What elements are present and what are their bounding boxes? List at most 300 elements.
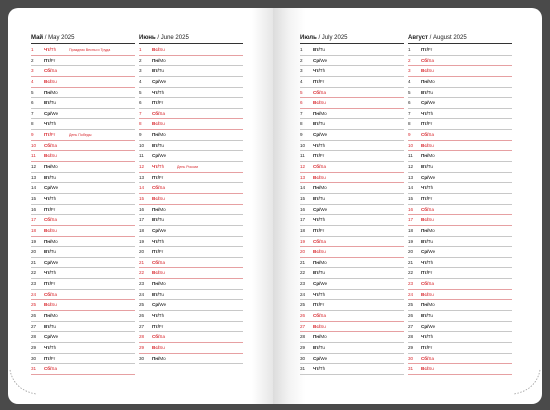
day-number: 28 [408,334,414,340]
holiday-note: День России [177,165,199,170]
day-row [408,77,512,88]
day-number: 20 [31,249,37,255]
day-number: 8 [300,121,303,127]
day-row [300,343,404,354]
weekday-ru: Ср [421,100,428,106]
weekday-en: Su [320,174,326,180]
month-column-august [408,34,512,375]
day-number: 25 [31,302,37,308]
weekday-ru: Чт [421,334,427,340]
day-number: 7 [408,110,411,116]
day-row [31,343,135,354]
weekday-en: Mo [320,259,327,265]
weekday-en: Mo [51,313,58,319]
day-row [300,173,404,184]
weekday-en: Th [319,291,326,297]
day-row [300,226,404,237]
day-number: 29 [408,344,414,350]
weekday-ru: Ср [421,174,428,180]
weekday-ru: Вс [152,195,158,201]
weekday-ru: Вт [313,195,319,201]
weekday: Вт/Tu [313,344,325,350]
weekday-ru: Пт [152,323,158,329]
weekday: Пн/Mo [421,227,435,233]
day-row [139,66,243,77]
day-number: 13 [139,174,145,180]
weekday-ru: Сб [313,238,320,244]
day-row [139,173,243,184]
weekday: Ср/We [152,78,167,84]
weekday: Пн/Mo [152,132,166,138]
weekday: Пн/Mo [152,281,166,287]
weekday-en: Fr [427,344,433,350]
day-number: 20 [300,249,306,255]
weekday: Ср/We [313,132,328,138]
day-number: 16 [408,206,414,212]
day-number: 17 [408,217,414,223]
weekday-ru: Пт [152,174,158,180]
weekday-ru: Пн [44,238,51,244]
weekday-en: We [51,185,59,191]
day-row [300,279,404,290]
day-number: 19 [31,238,37,244]
day-number: 10 [300,142,306,148]
day-number: 14 [300,185,306,191]
weekday: Вт/Tu [313,47,325,52]
weekday-en: Mo [159,281,166,287]
weekday-en: Su [51,227,57,233]
weekday: Сб/Sa [152,185,166,191]
weekday: Вс/Su [152,47,165,52]
day-number: 6 [139,100,142,106]
weekday: Вт/Tu [152,291,164,297]
day-number: 2 [300,57,303,63]
day-row [408,130,512,141]
day-row [31,162,135,173]
weekday-en: Fr [427,47,433,52]
day-number: 24 [139,291,145,297]
day-number: 7 [300,110,303,116]
weekday-ru: Ср [421,323,428,329]
day-row [300,56,404,67]
month-title-en: / August 2025 [429,35,467,41]
day-number: 1 [139,47,142,52]
weekday: Пт/Fr [421,270,433,276]
day-number: 2 [139,57,142,63]
day-row [300,66,404,77]
weekday-en: We [320,57,328,63]
weekday-ru: Ср [313,206,320,212]
weekday: Чт/Th [421,110,434,116]
weekday: Вт/Tu [152,142,164,148]
day-number: 26 [139,313,145,319]
day-row [31,66,135,77]
weekday-ru: Вс [44,153,50,159]
day-number: 1 [408,47,411,52]
day-row [31,247,135,258]
day-number: 23 [300,281,306,287]
weekday-ru: Вт [44,249,50,255]
day-number: 21 [139,259,145,265]
weekday-en: Mo [320,185,327,191]
day-number: 12 [408,164,414,170]
day-number: 27 [139,323,145,329]
day-row [31,205,135,216]
day-number: 13 [31,174,37,180]
day-row [139,279,243,290]
weekday-en: Th [158,164,165,170]
day-number: 26 [31,313,37,319]
weekday-en: Tu [319,270,325,276]
day-row [31,56,135,67]
left-page [8,8,273,404]
day-row [31,119,135,130]
weekday-en: Sa [51,68,58,74]
day-list [31,45,135,375]
day-row [408,354,512,365]
weekday: Вс/Su [421,291,434,297]
day-row [300,141,404,152]
day-row [408,364,512,375]
weekday: Ср/We [44,259,59,265]
weekday: Вс/Su [313,174,326,180]
day-row [31,45,135,56]
weekday-en: Sa [159,185,166,191]
day-row [31,194,135,205]
weekday-en: Sa [51,142,58,148]
weekday: Чт/Th [152,313,165,319]
weekday: Вт/Tu [152,217,164,223]
weekday-en: Mo [320,110,327,116]
month-column-june [139,34,243,364]
weekday-en: We [320,355,328,361]
weekday-ru: Чт [313,142,319,148]
day-number: 20 [408,249,414,255]
weekday-en: We [428,249,436,255]
day-row [300,119,404,130]
weekday: Сб/Sa [421,281,435,287]
day-row [408,226,512,237]
day-row [408,141,512,152]
weekday-ru: Вт [152,217,158,223]
day-row [408,151,512,162]
weekday-ru: Ср [421,249,428,255]
weekday: Чт/Th [44,121,57,127]
weekday-ru: Пн [152,281,159,287]
day-number: 10 [139,142,145,148]
weekday: Вт/Tu [44,174,56,180]
month-title-ru: Июнь [139,35,156,41]
weekday-ru: Сб [152,334,159,340]
day-row [139,300,243,311]
weekday-en: Fr [50,57,56,63]
weekday: Пт/Fr [152,100,164,106]
weekday-ru: Пт [421,195,427,201]
weekday-ru: Сб [313,164,320,170]
day-row [139,226,243,237]
weekday: Чт/Th [313,291,326,297]
weekday-en: Tu [50,100,56,106]
weekday: Ср/We [421,323,436,329]
day-row [408,300,512,311]
day-number: 2 [31,57,34,63]
month-title-ru: Май [31,35,44,41]
weekday: Пт/Fr [313,153,325,159]
weekday-ru: Вт [421,238,427,244]
weekday: Ср/We [44,110,59,116]
day-row [408,119,512,130]
day-number: 11 [31,153,36,159]
weekday-en: Fr [158,174,164,180]
weekday: Вт/Tu [44,100,56,106]
day-number: 13 [408,174,414,180]
weekday: Сб/Sa [44,291,58,297]
weekday: Сб/Sa [44,217,58,223]
weekday-en: Fr [427,121,433,127]
weekday-en: Fr [158,323,164,329]
day-row [408,56,512,67]
day-row [300,268,404,279]
day-number: 11 [300,153,305,159]
day-row [408,183,512,194]
weekday-en: Tu [427,164,433,170]
weekday: Пт/Fr [44,206,56,212]
weekday-en: Th [158,89,165,95]
weekday-en: Sa [428,355,435,361]
weekday-ru: Вс [152,47,158,52]
day-number: 19 [408,238,414,244]
day-row [408,162,512,173]
day-row [300,109,404,120]
day-number: 31 [31,366,37,372]
weekday-en: Sa [320,313,327,319]
month-title-en: / May 2025 [44,35,75,41]
day-number: 1 [300,47,303,52]
weekday: Вт/Tu [44,323,56,329]
day-number: 19 [300,238,306,244]
weekday-ru: Чт [421,259,427,265]
day-row [139,258,243,269]
day-row [408,88,512,99]
day-row [408,205,512,216]
day-row [31,364,135,375]
weekday-en: We [320,281,328,287]
weekday-ru: Сб [44,291,51,297]
day-row [31,88,135,99]
day-number: 12 [139,164,145,170]
day-number: 29 [139,344,145,350]
weekday-en: Sa [51,217,58,223]
weekday: Ср/We [313,57,328,63]
weekday-ru: Пн [313,185,320,191]
weekday: Вс/Su [152,121,165,127]
weekday: Пн/Mo [421,302,435,308]
corner-stitch-icon [512,366,542,396]
weekday: Пн/Mo [152,206,166,212]
weekday-ru: Чт [44,121,50,127]
weekday: Вт/Tu [421,89,433,95]
day-row [300,130,404,141]
weekday: Вс/Su [313,249,326,255]
weekday-ru: Пн [152,206,159,212]
weekday-ru: Сб [152,259,159,265]
weekday-en: Th [319,142,326,148]
weekday-ru: Сб [152,185,159,191]
weekday-en: Mo [159,57,166,63]
weekday-ru: Пн [421,78,428,84]
weekday-en: Fr [319,78,325,84]
weekday-ru: Сб [421,57,428,63]
weekday: Вс/Su [421,366,434,372]
weekday-ru: Пн [421,153,428,159]
month-title-ru: Июль [300,35,317,41]
weekday-en: Su [51,153,57,159]
weekday-ru: Вт [313,47,319,52]
weekday-ru: Ср [44,259,51,265]
weekday: Пт/Fr [313,302,325,308]
weekday: Чт/Th [313,142,326,148]
weekday-ru: Ср [313,355,320,361]
day-number: 21 [31,259,37,265]
day-number: 15 [139,195,145,201]
day-row [300,162,404,173]
day-number: 14 [31,185,37,191]
weekday-ru: Пт [313,302,319,308]
day-row [31,151,135,162]
day-row [139,162,243,173]
weekday-en: Tu [50,323,56,329]
weekday: Пт/Fr [44,281,56,287]
day-row [408,290,512,301]
weekday-en: Th [319,366,326,372]
day-row [139,311,243,322]
weekday: Чт/Th [152,238,165,244]
weekday: Вт/Tu [313,270,325,276]
weekday: Ср/We [152,153,167,159]
weekday-ru: Ср [152,227,159,233]
weekday: Вс/Su [313,323,326,329]
day-number: 30 [31,355,37,361]
weekday-ru: Чт [152,89,158,95]
weekday: Чт/Th [421,334,434,340]
weekday-ru: Сб [421,281,428,287]
weekday-en: Mo [428,78,435,84]
day-row [408,45,512,56]
weekday-ru: Пн [152,57,159,63]
weekday-ru: Вс [421,366,427,372]
weekday-ru: Чт [44,270,50,276]
day-row [139,247,243,258]
weekday: Сб/Sa [313,313,327,319]
weekday-en: Tu [158,142,164,148]
weekday-en: Th [427,185,434,191]
weekday-en: Sa [159,259,166,265]
day-row [139,119,243,130]
day-number: 14 [408,185,414,191]
weekday: Пн/Mo [44,89,58,95]
weekday-ru: Пт [152,249,158,255]
day-number: 18 [139,227,145,233]
day-row [31,237,135,248]
day-row [31,141,135,152]
weekday-en: Su [428,291,434,297]
weekday-en: We [320,132,328,138]
weekday-en: Th [50,195,57,201]
weekday-en: We [428,100,436,106]
weekday: Пн/Mo [152,57,166,63]
weekday: Сб/Sa [421,206,435,212]
month-title-en: / July 2025 [318,35,348,41]
weekday-en: Tu [319,121,325,127]
weekday-ru: Вс [421,68,427,74]
day-number: 27 [31,323,37,329]
weekday-ru: Ср [313,281,320,287]
day-number: 18 [300,227,306,233]
weekday-ru: Сб [152,110,159,116]
month-title [408,34,512,44]
weekday-en: Th [319,68,326,74]
weekday: Пт/Fr [44,57,56,63]
weekday-ru: Вс [152,121,158,127]
weekday-ru: Чт [313,68,319,74]
holiday-note: Праздник Весны и Труда [69,48,111,52]
weekday: Пт/Fr [421,344,433,350]
weekday: Вс/Su [44,302,57,308]
day-number: 18 [31,227,37,233]
weekday-en: Su [320,249,326,255]
weekday: Ср/We [152,302,167,308]
day-number: 3 [300,68,303,74]
day-row [300,237,404,248]
day-row [408,343,512,354]
weekday-en: Sa [159,110,166,116]
day-number: 1 [31,47,34,52]
weekday-ru: Вт [152,291,158,297]
day-row [31,215,135,226]
weekday: Вт/Tu [44,249,56,255]
weekday-en: Su [159,270,165,276]
weekday-ru: Ср [313,57,320,63]
weekday-ru: Пт [152,100,158,106]
weekday-en: Fr [50,281,56,287]
weekday-en: Sa [428,281,435,287]
weekday-ru: Вт [313,270,319,276]
weekday: Пн/Mo [152,355,166,361]
day-number: 26 [300,313,306,319]
weekday: Пн/Mo [313,110,327,116]
weekday: Вт/Tu [421,164,433,170]
weekday: Пн/Mo [44,313,58,319]
weekday-en: Th [50,344,57,350]
weekday-en: Th [427,110,434,116]
day-number: 8 [139,121,142,127]
weekday-ru: Сб [421,132,428,138]
day-row [300,88,404,99]
day-number: 5 [408,89,411,95]
weekday: Чт/Th [44,344,57,350]
day-row [300,290,404,301]
weekday-ru: Пн [421,302,428,308]
day-number: 23 [408,281,414,287]
day-number: 16 [300,206,306,212]
weekday-ru: Пт [313,227,319,233]
weekday: Пн/Mo [313,185,327,191]
weekday-en: We [51,110,59,116]
weekday-en: Tu [427,238,433,244]
weekday-en: We [51,259,59,265]
weekday-en: Mo [428,302,435,308]
weekday-en: Fr [319,153,325,159]
